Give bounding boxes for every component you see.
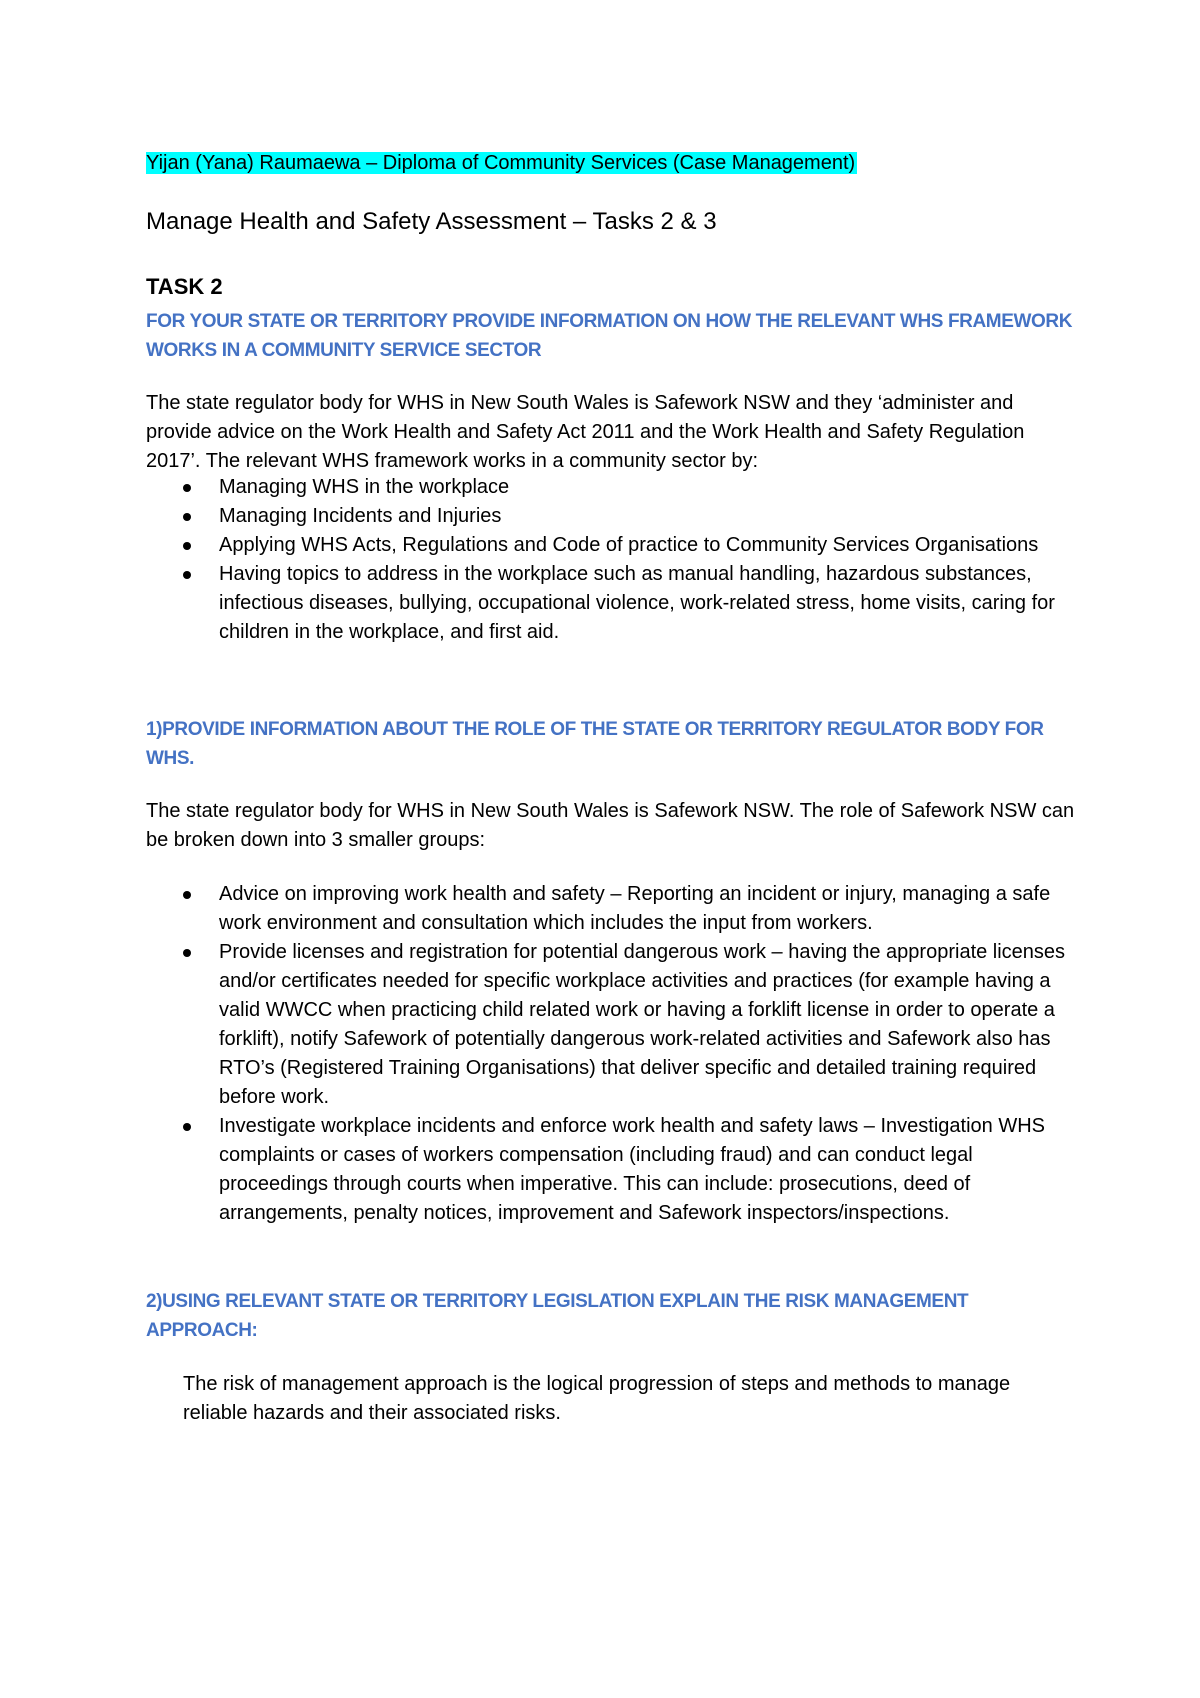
framework-bullet-list [146,473,1076,647]
bullet-icon [183,542,191,550]
bullet-icon [183,949,191,957]
bullet-icon [183,1123,191,1131]
author-line [146,148,857,178]
risk-paragraph: The risk of management approach is the logical progression of steps and methods to manage reliable hazards and their associated risks. [183,1373,1011,1424]
list-item: Investigate workplace incidents and enforce work health and safety laws – Investigation WHS complaints or cases of workers compensation (including fraud) and can conduct legal proceedings through courts when imperative. This can include: prosecutions, deed of arrangements, penalty notices, improvement and Safework inspectors/inspections. [146,1112,1076,1228]
role-bullet-list [146,880,1076,1228]
document-subtitle: Manage Health and Safety Assessment – Tasks 2 & 3 [146,208,717,235]
list-item: Advice on improving work health and safety – Reporting an incident or injury, managing a safe work environment and consultation which includes the input from workers. [146,880,1076,938]
list-item: Managing WHS in the workplace [146,473,1076,502]
list-item: Managing Incidents and Injuries [146,502,1076,531]
bullet-icon [183,513,191,521]
framework-question: FOR YOUR STATE OR TERRITORY PROVIDE INFORMATION ON HOW THE RELEVANT WHS FRAMEWORK WORKS IN A COMMUNITY SERVICE SECTOR [146,311,1073,361]
bullet-icon [183,484,191,492]
list-item: Having topics to address in the workplace such as manual handling, hazardous substances, infectious diseases, bullying, occupational violence, work-related stress, home visits, caring for children in the workplace, and first aid. [146,560,1076,647]
list-item: Provide licenses and registration for potential dangerous work – having the appropriate licenses and/or certificates needed for specific workplace activities and practices (for example having a valid WWCC when practicing child related work or having a forklift license in order to operate a forklift), notify Safework of potentially dangerous work-related activities and Safework also has RTO’s (Registered Training Organisations) that deliver specific and detailed training required before work. [146,938,1076,1112]
document-page [146,0,1076,1698]
framework-paragraph: The state regulator body for WHS in New South Wales is Safework NSW and they ‘administer and provide advice on the Work Health and Safety Act 2011 and the Work Health and Safety Regulation 2017’. The relevant WHS framework works in a community sector by: [146,392,1025,472]
risk-question: 2)USING RELEVANT STATE OR TERRITORY LEGISLATION EXPLAIN THE RISK MANAGEMENT APPROACH: [146,1291,969,1341]
role-paragraph: The state regulator body for WHS in New South Wales is Safework NSW. The role of Safework NSW can be broken down into 3 smaller groups: [146,800,1075,851]
bullet-icon [183,571,191,579]
task-heading: TASK 2 [146,274,223,299]
author-highlight: Yijan (Yana) Raumaewa – Diploma of Community Services (Case Management) [146,152,856,174]
list-item: Applying WHS Acts, Regulations and Code of practice to Community Services Organisations [146,531,1076,560]
role-question: 1)PROVIDE INFORMATION ABOUT THE ROLE OF THE STATE OR TERRITORY REGULATOR BODY FOR WHS. [146,719,1044,769]
bullet-icon [183,891,191,899]
